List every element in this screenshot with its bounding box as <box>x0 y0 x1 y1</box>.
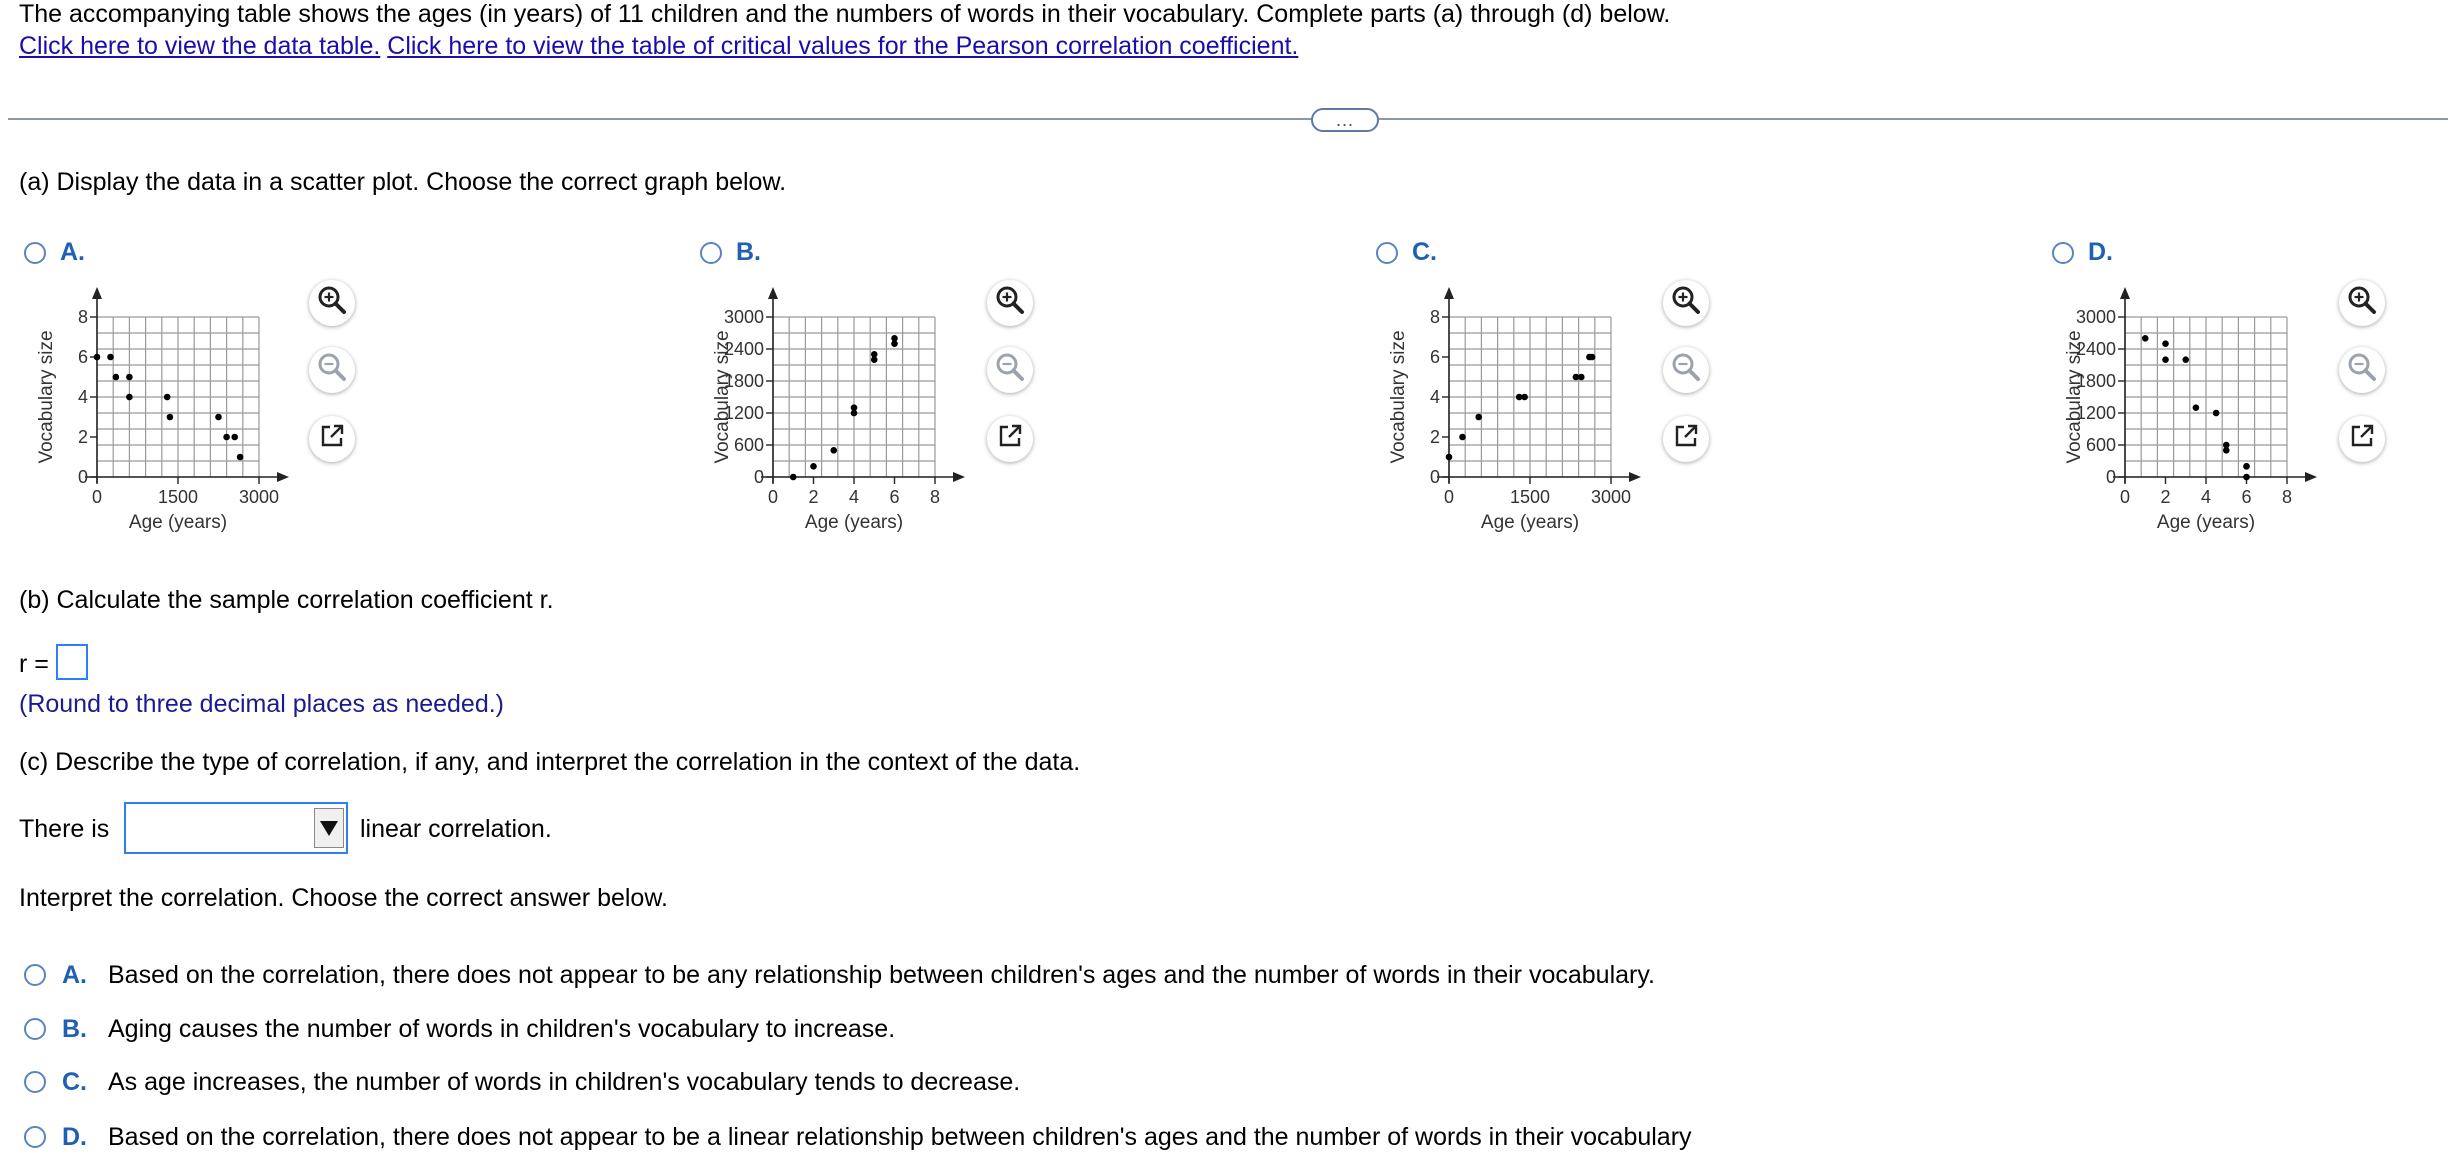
more-label: ... <box>1335 110 1354 130</box>
choice-a-letter[interactable]: A. <box>62 961 87 989</box>
choice-d-text[interactable]: Based on the correlation, there does not appear to be a linear relationship between children's ages and the number of words in their vocabulary <box>108 1123 1692 1151</box>
x-axis-arrow <box>2305 472 2317 482</box>
choice-b-text[interactable]: Aging causes the number of words in children's vocabulary to increase. <box>108 1015 896 1043</box>
interpret-prompt: Interpret the correlation. Choose the correct answer below. <box>19 884 668 912</box>
y-tick-label: 2400 <box>2075 339 2116 359</box>
y-tick-label: 1800 <box>2075 371 2116 391</box>
data-point <box>113 374 120 381</box>
data-point <box>126 374 133 381</box>
data-point <box>126 394 133 401</box>
data-point <box>1521 394 1528 401</box>
x-tick-label: 4 <box>848 487 860 507</box>
data-point <box>2243 474 2250 481</box>
x-tick-label: 8 <box>929 487 941 507</box>
zoom-in-icon <box>993 283 1027 324</box>
data-point <box>1589 354 1596 361</box>
y-tick-label: 3000 <box>723 307 764 327</box>
option-a-popout-button[interactable] <box>309 416 355 462</box>
option-c-radio[interactable] <box>1376 242 1398 264</box>
r-input[interactable] <box>56 644 88 680</box>
y-axis-arrow <box>768 287 778 299</box>
data-point <box>1446 454 1453 461</box>
y-tick-label: 0 <box>2105 467 2116 487</box>
option-a-chart <box>32 280 302 547</box>
x-tick-label: 1500 <box>1509 487 1551 507</box>
zoom-in-icon <box>2345 283 2379 324</box>
zoom-out-icon <box>993 350 1027 391</box>
option-b-radio[interactable] <box>700 242 722 264</box>
data-point <box>2223 447 2230 454</box>
x-axis-label: Age (years) <box>1480 512 1580 533</box>
option-d-chart <box>2060 280 2330 547</box>
data-point <box>2182 356 2189 363</box>
data-table-link[interactable]: Click here to view the data table. <box>19 32 381 60</box>
popout-icon <box>2347 421 2377 458</box>
x-axis-label: Age (years) <box>2156 512 2256 533</box>
y-tick-label: 4 <box>77 387 88 407</box>
critical-values-link[interactable]: Click here to view the table of critical values for the Pearson correlation coefficient. <box>387 32 1299 60</box>
y-tick-label: 2400 <box>723 339 764 359</box>
option-b-letter[interactable]: B. <box>736 238 761 266</box>
data-point <box>167 414 174 421</box>
y-tick-label: 8 <box>77 307 88 327</box>
popout-icon <box>995 421 1025 458</box>
zoom-out-icon <box>1669 350 1703 391</box>
y-tick-label: 600 <box>2085 435 2116 455</box>
more-button[interactable] <box>1311 108 1379 132</box>
header-links <box>19 32 1298 61</box>
linear-correlation-label: linear correlation. <box>360 815 552 843</box>
y-tick-label: 1800 <box>723 371 764 391</box>
option-c-chart <box>1384 280 1654 547</box>
data-point <box>107 354 114 361</box>
data-point <box>2162 340 2169 347</box>
y-axis-arrow <box>2120 287 2130 299</box>
data-point <box>1578 374 1585 381</box>
y-tick-label: 8 <box>1429 307 1440 327</box>
y-tick-label: 2 <box>77 427 88 447</box>
x-tick-label: 2 <box>2160 487 2171 507</box>
x-tick-label: 0 <box>91 487 103 507</box>
data-point <box>2142 335 2149 342</box>
x-tick-label: 3000 <box>1590 487 1632 507</box>
option-b-popout-button[interactable] <box>987 416 1033 462</box>
data-point <box>2162 356 2169 363</box>
option-c-letter[interactable]: C. <box>1412 238 1437 266</box>
x-tick-label: 2 <box>808 487 819 507</box>
data-point <box>1459 434 1466 441</box>
triangle-down-icon <box>319 818 339 838</box>
data-point <box>231 434 238 441</box>
y-tick-label: 3000 <box>2075 307 2116 327</box>
scatter-plot <box>1384 280 1654 540</box>
x-axis-label: Age (years) <box>128 512 228 533</box>
data-point <box>830 447 837 454</box>
zoom-out-icon <box>315 350 349 391</box>
y-axis-label: Vocabulary size <box>712 330 733 464</box>
choice-c-text[interactable]: As age increases, the number of words in children's vocabulary tends to decrease. <box>108 1068 1021 1096</box>
y-axis-label: Vocabulary size <box>1388 330 1409 464</box>
choice-c-letter[interactable]: C. <box>62 1068 87 1096</box>
y-tick-label: 2 <box>1429 427 1440 447</box>
data-point <box>790 474 797 481</box>
y-axis-arrow <box>1444 287 1454 299</box>
x-tick-label: 6 <box>889 487 900 507</box>
option-d-zoom-out-button[interactable] <box>2339 347 2385 393</box>
rounding-hint: (Round to three decimal places as needed.) <box>19 690 505 718</box>
y-tick-label: 1200 <box>723 403 764 423</box>
zoom-out-icon <box>2345 350 2379 391</box>
choice-d-radio[interactable] <box>24 1126 46 1148</box>
x-tick-label: 0 <box>767 487 779 507</box>
data-point <box>810 463 817 470</box>
option-b-zoom-in-button[interactable] <box>987 280 1033 326</box>
choice-b-letter[interactable]: B. <box>62 1015 87 1043</box>
data-point <box>1475 414 1482 421</box>
data-point <box>2213 410 2220 417</box>
data-point <box>891 335 898 342</box>
x-tick-label: 8 <box>2281 487 2293 507</box>
data-point <box>164 394 171 401</box>
data-point <box>851 404 858 411</box>
there-is-label: There is <box>19 815 110 843</box>
x-tick-label: 0 <box>1443 487 1455 507</box>
x-tick-label: 6 <box>2241 487 2252 507</box>
x-axis-label: Age (years) <box>804 512 904 533</box>
x-tick-label: 4 <box>2200 487 2212 507</box>
option-c-popout-button[interactable] <box>1663 416 1709 462</box>
data-point <box>2243 463 2250 470</box>
y-tick-label: 1200 <box>2075 403 2116 423</box>
x-tick-label: 0 <box>2119 487 2131 507</box>
data-point <box>237 454 244 461</box>
option-d-letter[interactable]: D. <box>2088 238 2113 266</box>
option-a-zoom-out-button[interactable] <box>309 347 355 393</box>
choice-d-letter[interactable]: D. <box>62 1123 87 1151</box>
scatter-plot <box>2060 280 2330 540</box>
option-d-radio[interactable] <box>2052 242 2074 264</box>
choice-a-radio[interactable] <box>24 964 46 986</box>
scatter-plot <box>708 280 978 540</box>
data-point <box>215 414 222 421</box>
zoom-in-icon <box>315 283 349 324</box>
option-c-zoom-out-button[interactable] <box>1663 347 1709 393</box>
choice-b-radio[interactable] <box>24 1018 46 1040</box>
y-tick-label: 4 <box>1429 387 1440 407</box>
option-a-zoom-in-button[interactable] <box>309 280 355 326</box>
y-tick-label: 6 <box>77 347 88 367</box>
y-tick-label: 600 <box>733 435 764 455</box>
divider <box>8 118 2448 120</box>
option-b-zoom-out-button[interactable] <box>987 347 1033 393</box>
choice-c-radio[interactable] <box>24 1071 46 1093</box>
scatter-plot <box>32 280 302 540</box>
y-axis-label: Vocabulary size <box>36 330 57 464</box>
y-tick-label: 0 <box>753 467 764 487</box>
y-axis-label: Vocabulary size <box>2064 330 2085 464</box>
data-point <box>871 351 878 358</box>
question-intro: The accompanying table shows the ages (in years) of 11 children and the numbers of words in their vocabulary. Complete parts (a) through (d) below. <box>19 0 1671 28</box>
y-tick-label: 6 <box>1429 347 1440 367</box>
part-b-prompt: (b) Calculate the sample correlation coefficient r. <box>19 586 554 614</box>
data-point <box>2193 404 2200 411</box>
data-point <box>94 354 101 361</box>
y-axis-arrow <box>92 287 102 299</box>
x-axis-arrow <box>1629 472 1641 482</box>
part-c-prompt: (c) Describe the type of correlation, if any, and interpret the correlation in the context of the data. <box>19 748 1081 776</box>
y-tick-label: 0 <box>1429 467 1440 487</box>
y-tick-label: 0 <box>77 467 88 487</box>
data-point <box>223 434 230 441</box>
option-c-zoom-in-button[interactable] <box>1663 280 1709 326</box>
option-d-popout-button[interactable] <box>2339 416 2385 462</box>
choice-a-text[interactable]: Based on the correlation, there does not appear to be any relationship between children's ages and the number of words in their vocabulary. <box>108 961 1655 989</box>
x-tick-label: 3000 <box>238 487 280 507</box>
zoom-in-icon <box>1669 283 1703 324</box>
option-d-zoom-in-button[interactable] <box>2339 280 2385 326</box>
x-tick-label: 1500 <box>157 487 199 507</box>
dropdown-arrow-button[interactable] <box>314 808 344 848</box>
option-a-radio[interactable] <box>24 242 46 264</box>
popout-icon <box>317 421 347 458</box>
x-axis-arrow <box>277 472 289 482</box>
correlation-type-dropdown[interactable] <box>124 802 348 854</box>
r-label: r = <box>19 650 49 678</box>
option-b-chart <box>708 280 978 547</box>
x-axis-arrow <box>953 472 965 482</box>
option-a-letter[interactable]: A. <box>60 238 85 266</box>
part-a-prompt: (a) Display the data in a scatter plot. Choose the correct graph below. <box>19 168 787 196</box>
popout-icon <box>1671 421 1701 458</box>
